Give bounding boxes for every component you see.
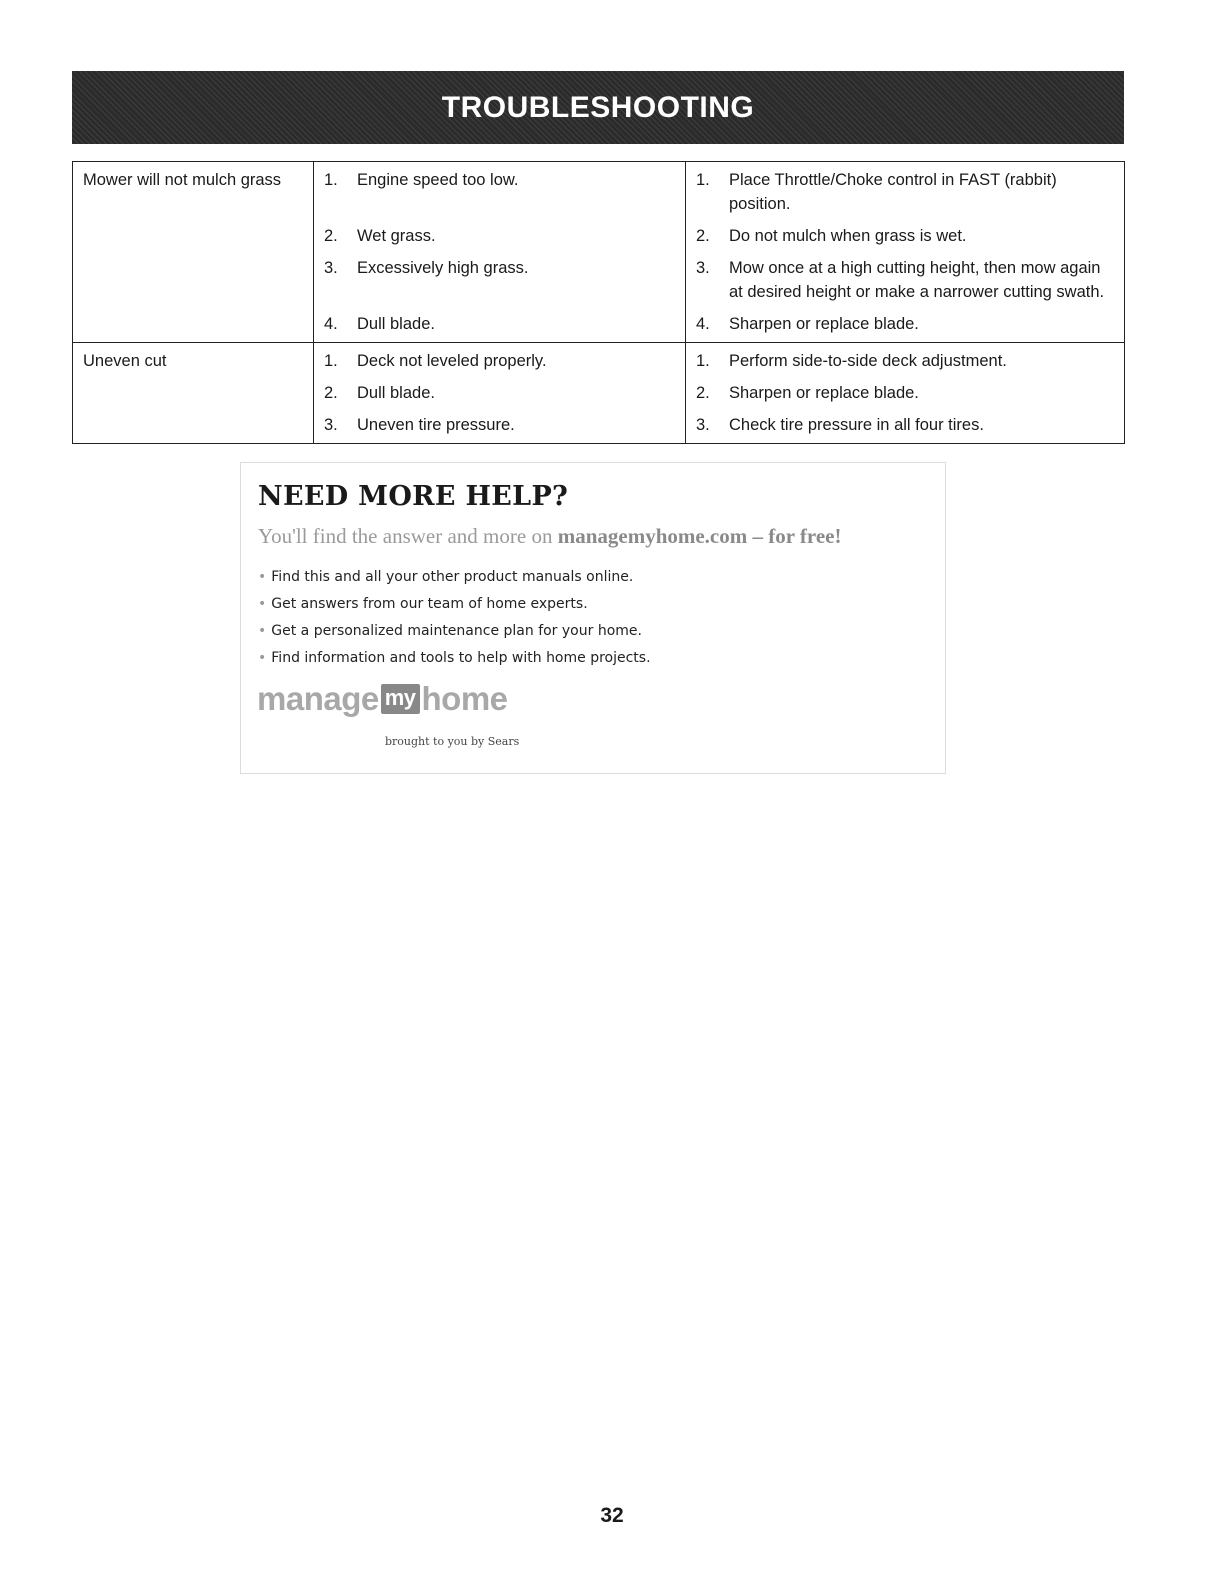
list-item: • Find this and all your other product manuals online. (258, 569, 634, 585)
table-row (73, 343, 1125, 444)
bullet-icon: • (258, 623, 267, 639)
bullet-icon: • (258, 596, 267, 612)
list-item: 4. Dull blade. (324, 315, 435, 333)
list-item: 2. Wet grass. (324, 227, 436, 245)
list-item: 4. Sharpen or replace blade. (696, 315, 919, 333)
list-item: • Get answers from our team of home experts. (258, 596, 588, 612)
logo-tagline: brought to you by Sears (385, 735, 520, 748)
list-item: 1. Engine speed too low. (324, 171, 519, 189)
help-title: NEED MORE HELP? (258, 481, 569, 512)
help-subtitle: You'll find the answer and more on managemyhome.com – for free! (258, 524, 842, 548)
list-item: 2. Sharpen or replace blade. (696, 384, 919, 402)
bullet-icon: • (258, 650, 267, 666)
problem-cell: Mower will not mulch grass (73, 162, 314, 343)
troubleshooting-table (72, 161, 1125, 444)
list-item: • Get a personalized maintenance plan for your home. (258, 623, 642, 639)
page-number: 32 (600, 1504, 624, 1527)
logo-my-badge: my (381, 684, 420, 714)
list-item: 2. Do not mulch when grass is wet. (696, 227, 967, 245)
cause-cell (314, 162, 686, 343)
managemyhome-logo: manage my home (257, 680, 508, 717)
help-list (258, 564, 651, 672)
problem-cell: Uneven cut (73, 343, 314, 444)
list-item: 3. Excessively high grass. (324, 259, 529, 277)
troubleshooting-banner (72, 71, 1124, 144)
bullet-icon: • (258, 569, 267, 585)
list-item: 1. Perform side-to-side deck adjustment. (696, 352, 1007, 370)
list-item: • Find information and tools to help with home projects. (258, 650, 651, 666)
table-row (73, 162, 1125, 343)
list-item: 3. Check tire pressure in all four tires. (696, 416, 984, 434)
help-link-text[interactable]: managemyhome.com – for free! (557, 524, 842, 548)
remedy-cell (686, 343, 1125, 444)
list-item: 2. Dull blade. (324, 384, 435, 402)
remedy-cell (686, 162, 1125, 343)
list-item: 1. Place Throttle/Choke control in FAST (rabbit) position. (696, 171, 1057, 213)
list-item: 1. Deck not leveled properly. (324, 352, 547, 370)
list-item: 3. Mow once at a high cutting height, then mow again at desired height or make a narrower cutting swath. (696, 259, 1105, 301)
list-item: 3. Uneven tire pressure. (324, 416, 515, 434)
cause-cell (314, 343, 686, 444)
page-title: TROUBLESHOOTING (441, 90, 755, 124)
